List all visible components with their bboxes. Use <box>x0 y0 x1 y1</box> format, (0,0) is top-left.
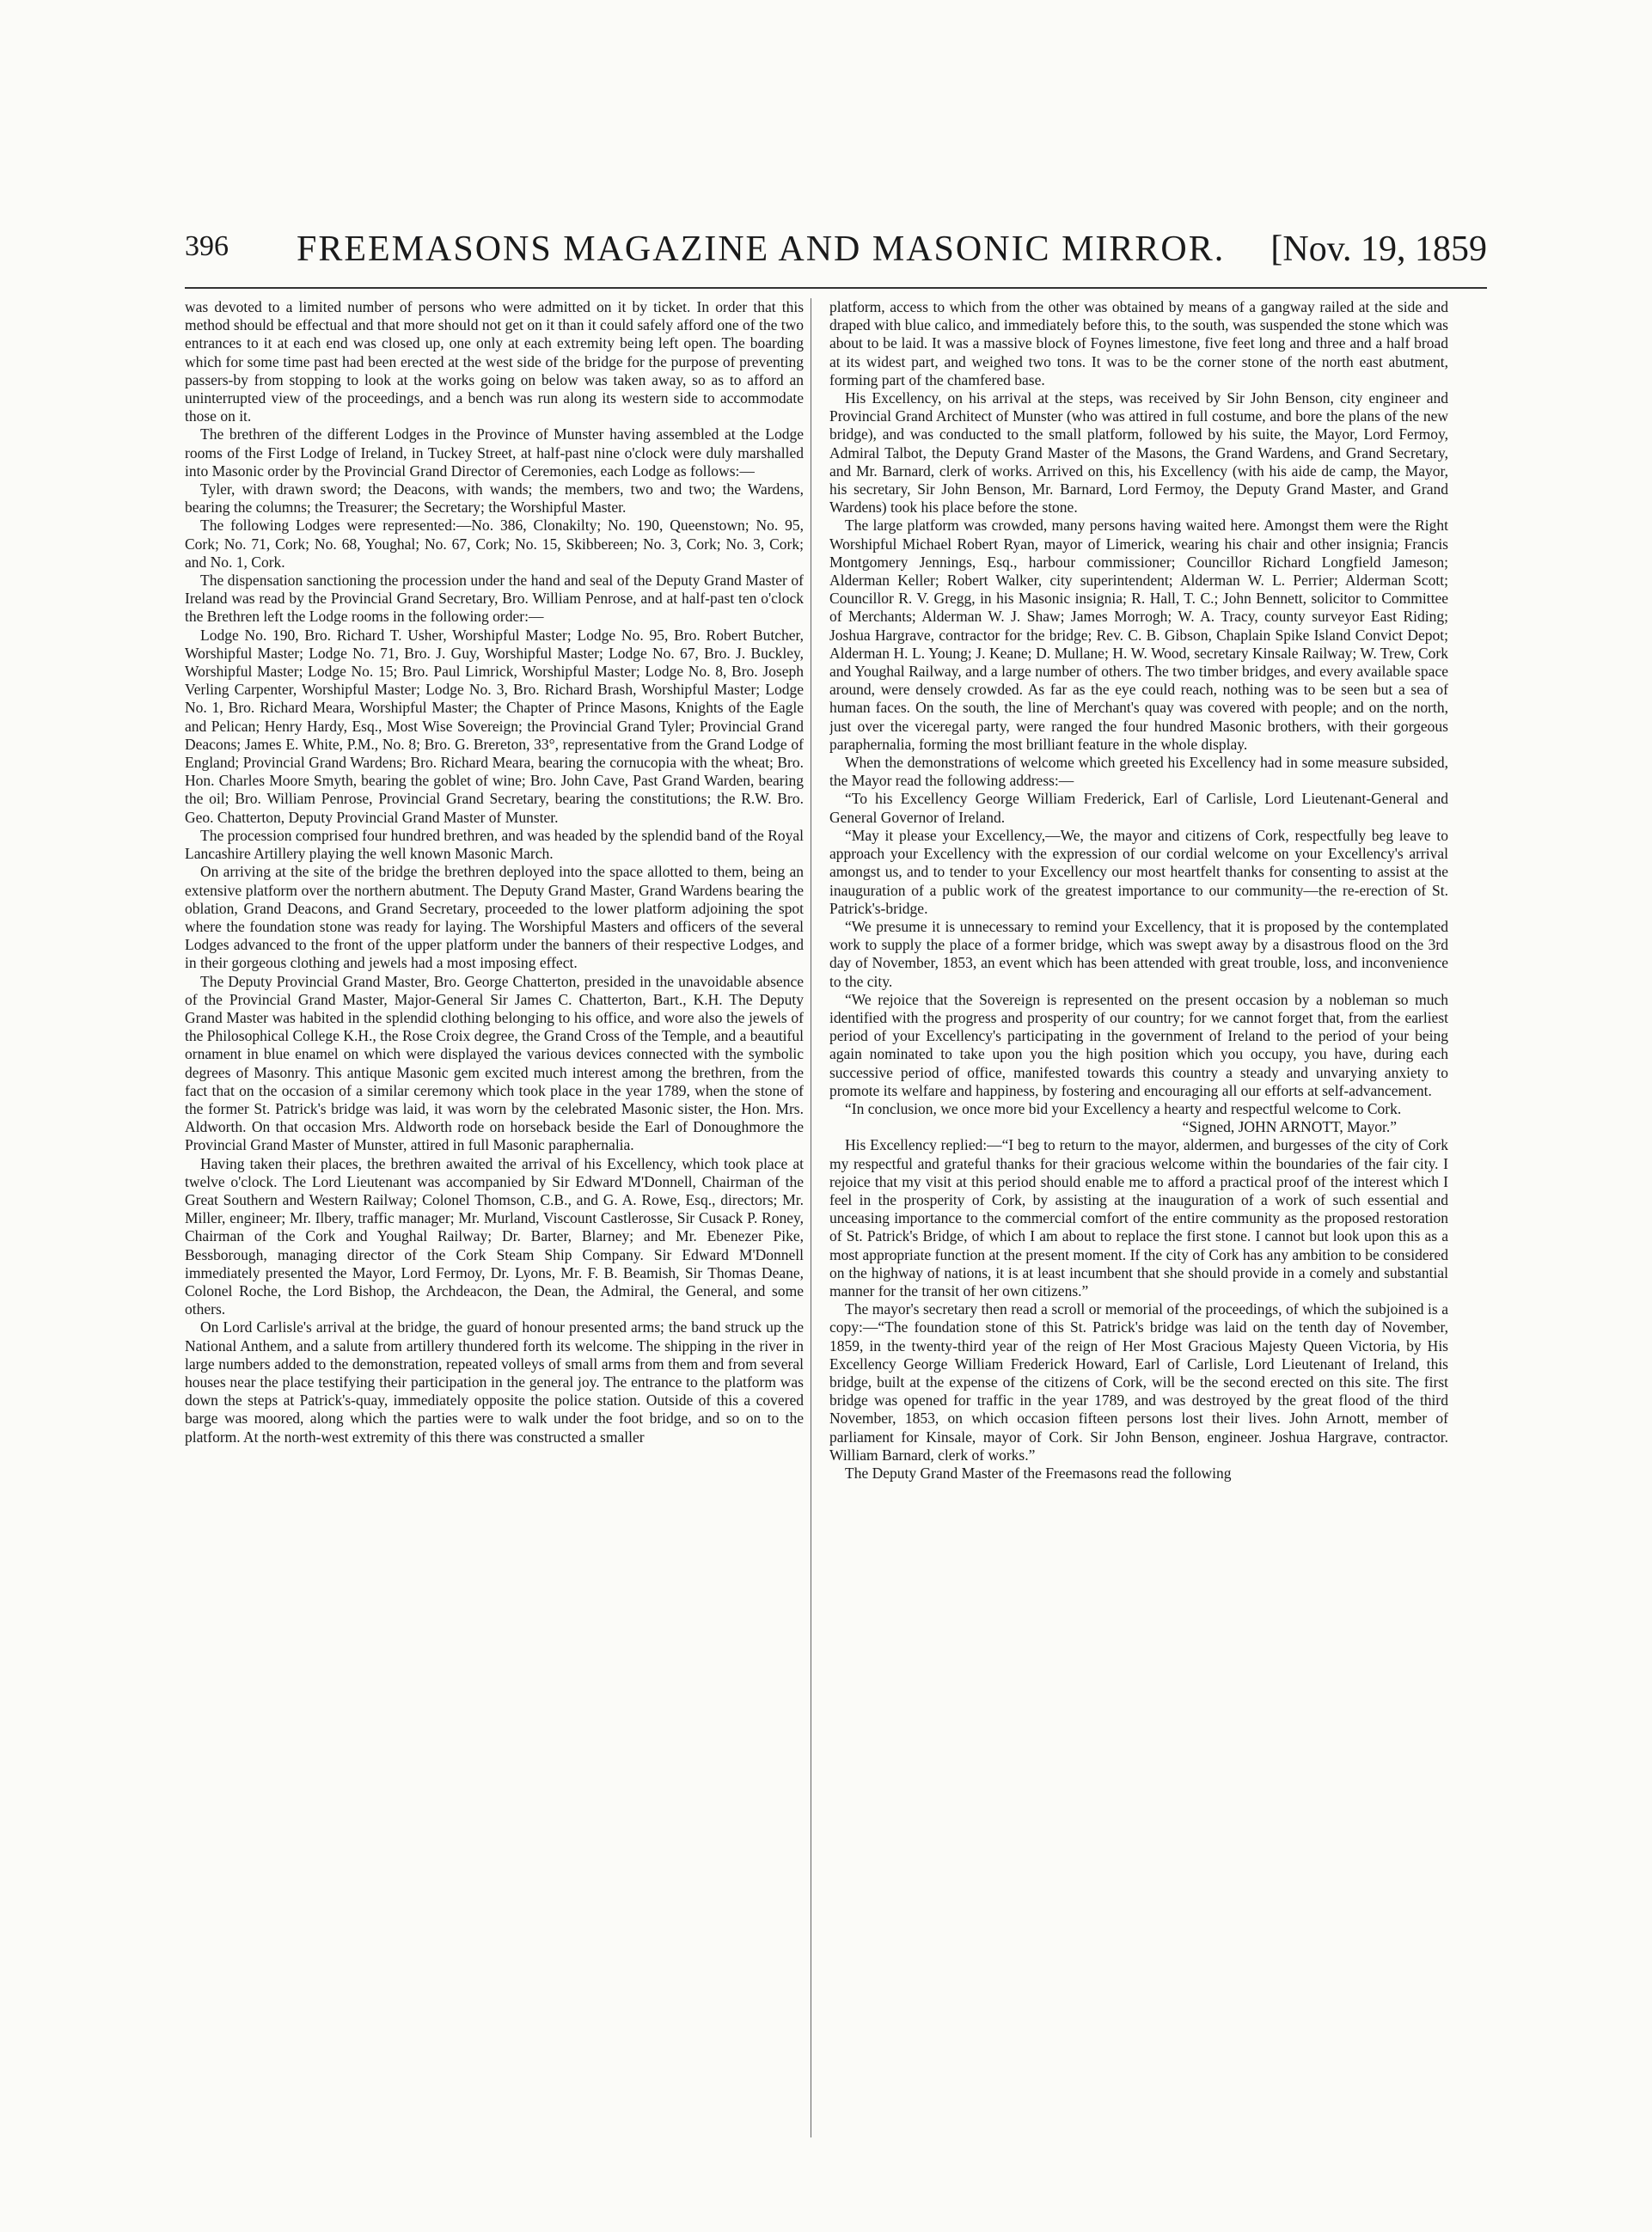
paragraph: “Signed, JOHN ARNOTT, Mayor.” <box>1182 1118 1397 1136</box>
paragraph: When the demonstrations of welcome which greeted his Excellency had in some measure subsided, the Mayor read the following address:— <box>829 754 1448 790</box>
right-column <box>829 298 1448 2137</box>
paragraph: “To his Excellency George William Frederick, Earl of Carlisle, Lord Lieutenant-General and General Governor of Ireland. <box>829 790 1448 826</box>
paragraph: “May it please your Excellency,—We, the mayor and citizens of Cork, respectfully beg leave to approach your Excellency with the expression of our cordial welcome on your Excellency's arrival amongst us, and to tender to your Excellency our most heartfelt thanks for consenting to assist at the inauguration of a public work of the greatest importance to our community—the re-erection of St. Patrick's-bridge. <box>829 826 1448 917</box>
paragraph: The dispensation sanctioning the procession under the hand and seal of the Deputy Grand Master of Ireland was read by the Provincial Grand Secretary, Bro. William Penrose, and at half-past ten o'clock the Brethren left the Lodge rooms in the following order:— <box>185 572 804 626</box>
page-number: 396 <box>185 230 229 262</box>
paragraph: Lodge No. 190, Bro. Richard T. Usher, Worshipful Master; Lodge No. 95, Bro. Robert Butcher, Worshipful Master; Lodge No. 71, Bro. J. Guy, Worshipful Master; Lodge No. 67, Bro. J. Buckley, Worshipful Master; Lodge No. 15; Bro. Paul Limrick, Worshipful Master; Lodge No. 8, Bro. Joseph Verling Carpenter, Worshipful Master; Lodge No. 3, Bro. Richard Brash, Worshipful Master; Lodge No. 1, Bro. Richard Meara, Worshipful Master; the Chapter of Prince Masons, Knights of the Eagle and Pelican; Henry Hardy, Esq., Most Wise Sovereign; the Provincial Grand Tyler; Provincial Grand Deacons; James E. White, P.M., No. 8; Bro. G. Brereton, 33°, representative from the Grand Lodge of England; Provincial Grand Wardens; Bro. Richard Meara, bearing the cornucopia with the wheat; Bro. Hon. Charles Moore Smyth, bearing the goblet of wine; Bro. John Cave, Past Grand Warden, bearing the oil; Bro. William Penrose, Provincial Grand Secretary, bearing the constitutions; the R.W. Bro. Geo. Chatterton, Deputy Provincial Grand Master of Munster. <box>185 626 804 826</box>
paragraph: The following Lodges were represented:—No. 386, Clonakilty; No. 190, Queenstown; No. 95, Cork; No. 71, Cork; No. 68, Youghal; No. 67, Cork; No. 15, Skibbereen; No. 3, Cork; No. 3, Cork; and No. 1, Cork. <box>185 517 804 571</box>
paragraph: Having taken their places, the brethren awaited the arrival of his Excellency, which took place at twelve o'clock. The Lord Lieutenant was accompanied by Sir Edward M'Donnell, Chairman of the Great Southern and Western Railway; Colonel Thomson, C.B., and G. A. Rowe, Esq., directors; Mr. Miller, engineer; Mr. Ilbery, traffic manager; Mr. Murland, Viscount Castlerosse, Sir Cusack P. Roney, Chairman of the Cork and Youghal Railway; Dr. Barter, Blarney; and Mr. Ebenezer Pike, Bessborough, managing director of the Cork Steam Ship Company. Sir Edward M'Donnell immediately presented the Mayor, Lord Fermoy, Dr. Lyons, Mr. F. B. Beamish, Sir Thomas Deane, Colonel Roche, the Lord Bishop, the Archdeacon, the Dean, the Admiral, the General, and some others. <box>185 1154 804 1318</box>
paragraph: The large platform was crowded, many persons having waited here. Amongst them were the Right Worshipful Michael Robert Ryan, mayor of Limerick, wearing his chair and other insignia; Francis Montgomery Jennings, Esq., harbour commissioner; Councillor Richard Longfield Jameson; Alderman Keller; Robert Walker, city superintendent; Alderman W. L. Perrier; Alderman Scott; Councillor R. V. Gregg, in his Masonic insignia; R. Hall, T. C.; John Bennett, solicitor to Committee of Merchants; Alderman W. J. Shaw; James Morrogh; W. A. Tracy, county surveyor East Riding; Joshua Hargrave, contractor for the bridge; Rev. C. B. Gibson, Chaplain Spike Island Convict Depot; Alderman H. L. Young; J. Keane; D. Mullane; H. W. Wood, secretary Kinsale Railway; W. Trew, Cork and Youghal Railway, and a large number of others. The two timber bridges, and every available space around, were densely crowded. As far as the eye could reach, nothing was to be seen but a sea of human faces. On the south, the line of Merchant's quay was covered with people; and on the north, just over the viceregal party, were ranged the four hundred Masonic brothers, with their gorgeous paraphernalia, forming the most brilliant feature in the whole display. <box>829 517 1448 753</box>
paragraph: His Excellency replied:—“I beg to return to the mayor, aldermen, and burgesses of the city of Cork my respectful and grateful thanks for their gracious welcome within the boundaries of the fair city. I rejoice that my visit at this period should enable me to afford a practical proof of the interest which I feel in the prosperity of Cork, by assisting at the inauguration of a work of such essential and unceasing importance to the commercial comfort of the entire community as the proposed restoration of St. Patrick's Bridge, of which I am about to replace the first stone. I cannot but look upon this as a most appropriate function at the present moment. If the city of Cork has any ambition to be considered on the highway of nations, it is at least incumbent that she should provide in a comely and substantial manner for the transit of her own citizens.” <box>829 1136 1448 1299</box>
paragraph: His Excellency, on his arrival at the steps, was received by Sir John Benson, city engineer and Provincial Grand Architect of Munster (who was attired in full costume, and bore the plans of the new bridge), and was conducted to the small platform, followed by his suite, the Mayor, Lord Fermoy, Admiral Talbot, the Deputy Grand Master of the Masons, the Grand Wardens, and Grand Secretary, and Mr. Barnard, clerk of works. Arrived on this, his Excellency (with his aide de camp, the Mayor, his secretary, Sir John Benson, Mr. Barnard, Lord Fermoy, the Deputy Grand Master, and Grand Wardens) took his place before the stone. <box>829 389 1448 517</box>
paragraph: The Deputy Grand Master of the Freemasons read the following <box>845 1465 1232 1482</box>
issue-date: [Nov. 19, 1859 <box>1270 229 1487 269</box>
paragraph: On arriving at the site of the bridge the brethren deployed into the space allotted to them, being an extensive platform over the northern abutment. The Deputy Grand Master, Grand Wardens bearing the oblation, Grand Deacons, and Grand Secretary, proceeded to the lower platform adjoining the spot where the foundation stone was ready for laying. The Worshipful Masters and officers of the several Lodges advanced to the front of the upper platform under the banners of their respective Lodges, and in their gorgeous clothing and jewels had a most imposing effect. <box>185 863 804 972</box>
paragraph: “We rejoice that the Sovereign is represented on the present occasion by a nobleman so much identified with the progress and prosperity of our country; for we cannot forget that, from the earliest period of your Excellency's participating in the government of Ireland to the period of your being again nominated to take upon you the high position which you occupy, you have, during each successive period of office, manifested towards this country a steady and unvarying anxiety to promote its welfare and happiness, by fostering and encouraging all our efforts at self-advancement. <box>829 990 1448 1099</box>
paragraph: Tyler, with drawn sword; the Deacons, with wands; the members, two and two; the Wardens, bearing the columns; the Treasurer; the Secretary; the Worshipful Master. <box>185 480 804 517</box>
paragraph: “In conclusion, we once more bid your Excellency a hearty and respectful welcome to Cork. <box>845 1099 1402 1117</box>
paragraph: The Deputy Provincial Grand Master, Bro. George Chatterton, presided in the unavoidable absence of the Provincial Grand Master, Major-General Sir James C. Chatterton, Bart., K.H. The Deputy Grand Master was habited in the splendid clothing belonging to his office, and wore also the jewels of the Philosophical College K.H., the Rose Croix degree, the Grand Cross of the Temple, and a beautiful ornament in blue enamel on which were displayed the various devices connected with the symbolic degrees of Masonry. This antique Masonic gem excited much interest among the brethren, from the fact that on the occasion of a similar ceremony which took place in the year 1789, when the stone of the former St. Patrick's bridge was laid, it was worn by the celebrated Masonic sister, the Hon. Mrs. Aldworth. On that occasion Mrs. Aldworth rode on horseback beside the Earl of Donoughmore the Provincial Grand Master of Munster, attired in full Masonic paraphernalia. <box>185 972 804 1154</box>
paragraph: “We presume it is unnecessary to remind your Excellency, that it is proposed by the contemplated work to supply the place of a former bridge, which was swept away by a disastrous flood on the 3rd day of November, 1853, an event which has been attended with great trouble, loss, and inconvenience to the city. <box>829 917 1448 990</box>
paragraph: The procession comprised four hundred brethren, and was headed by the splendid band of the Royal Lancashire Artillery playing the well known Masonic March. <box>185 826 804 863</box>
paragraph: platform, access to which from the other was obtained by means of a gangway railed at the side and draped with blue calico, and immediately before this, to the south, was suspended the stone which was about to be laid. It was a massive block of Foynes limestone, five feet long and three and a half broad at its widest part, and weighed two tons. It was to be the corner stone of the north east abutment, forming part of the chamfered base. <box>829 298 1448 388</box>
magazine-title: FREEMASONS MAGAZINE AND MASONIC MIRROR. <box>297 229 1226 269</box>
paragraph: was devoted to a limited number of persons who were admitted on it by ticket. In order that this method should be effectual and that more should not get on it than it could safely afford one of the two entrances to it at each end was closed up, one only at each extremity being left open. The boarding which for some time past had been erected at the west side of the bridge for the purpose of preventing passers-by from stopping to look at the works going on below was taken away, so as to afford an uninterrupted view of the proceedings, and a bench was run along its western side to accommodate those on it. <box>185 298 804 425</box>
left-column <box>185 298 804 2137</box>
paragraph: The brethren of the different Lodges in the Province of Munster having assembled at the Lodge rooms of the First Lodge of Ireland, in Tuckey Street, at half-past nine o'clock were duly marshalled into Masonic order by the Provincial Grand Director of Ceremonies, each Lodge as follows:— <box>185 425 804 480</box>
page-header <box>185 230 1487 282</box>
header-rule <box>185 287 1487 289</box>
paragraph: The mayor's secretary then read a scroll or memorial of the proceedings, of which the subjoined is a copy:—“The foundation stone of this St. Patrick's bridge was laid on the tenth day of November, 1859, in the twenty-third year of the reign of Her Most Gracious Majesty Queen Victoria, by His Excellency George William Frederick Howard, Earl of Carlisle, Lord Lieutenant of Ireland, this bridge, built at the expense of the citizens of Cork, will be the second erected on this site. The first bridge was opened for traffic in the year 1789, and was destroyed by the great flood of the third November, 1853, on which occasion fifteen persons lost their lives. John Arnott, member of parliament for Kinsale, mayor of Cork. Sir John Benson, engineer. Joshua Hargrave, contractor. William Barnard, clerk of works.” <box>829 1300 1448 1464</box>
paragraph: On Lord Carlisle's arrival at the bridge, the guard of honour presented arms; the band struck up the National Anthem, and a salute from artillery thundered forth its welcome. The shipping in the river in large numbers added to the demonstration, repeated volleys of small arms from them and from several houses near the place testifying their participation in the general joy. The entrance to the platform was down the steps at Patrick's-quay, immediately opposite the police station. Outside of this a covered barge was moored, along which the parties were to walk under the foot bridge, and so on to the platform. At the north-west extremity of this there was constructed a smaller <box>185 1318 804 1446</box>
